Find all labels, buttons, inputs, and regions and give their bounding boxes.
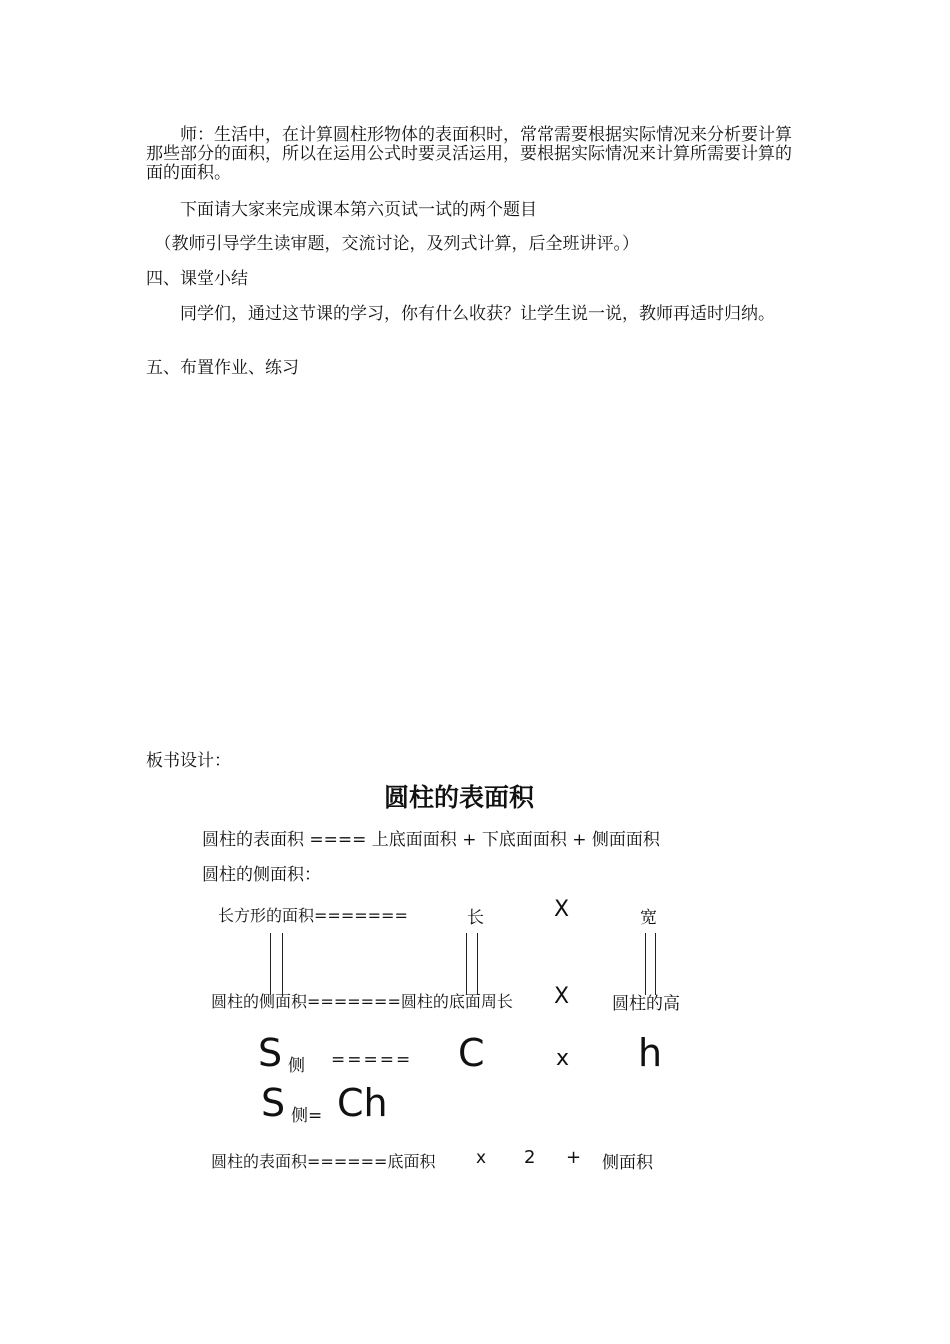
paragraph-summary: 同学们，通过这节课的学习，你有什么收获？让学生说一说，教师再适时归纳。 (146, 304, 775, 324)
side-area-term: 侧面积 (602, 1153, 653, 1173)
paragraph-guidance: （教师引导学生读审题，交流讨论，及列式计算，后全班讲评。） (146, 234, 639, 254)
total-area-text: 圆柱的表面积======底面积 (211, 1152, 436, 1171)
plus-sign: + (566, 1147, 582, 1168)
symbol-ch: Ch (337, 1081, 388, 1125)
symbol-h: h (638, 1031, 663, 1075)
side-area-label: 圆柱的侧面积： (202, 865, 321, 885)
symbol-s: S (261, 1081, 286, 1125)
heading-homework: 五、布置作业、练习 (146, 358, 299, 378)
subscript-side-equals: 侧= (291, 1106, 323, 1126)
surface-area-formula: 圆柱的表面积 ==== 上底面面积 + 下底面面积 + 侧面面积 (202, 830, 660, 850)
board-title: 圆柱的表面积 (383, 783, 534, 812)
multiply-sign-1: X (554, 897, 570, 922)
connector-line (270, 933, 271, 995)
multiply-sign-3: x (556, 1046, 570, 1071)
connector-line (282, 933, 283, 995)
length-text: 长 (467, 908, 484, 928)
cylinder-side-area-text: 圆柱的侧面积=======圆柱的底面周长 (211, 992, 513, 1011)
subscript-side: 侧 (288, 1056, 305, 1076)
symbol-c: C (458, 1031, 485, 1075)
multiply-sign-4: x (476, 1148, 487, 1168)
multiply-sign-2: X (554, 984, 570, 1009)
cylinder-height-text: 圆柱的高 (612, 994, 680, 1014)
symbol-s: S (258, 1031, 283, 1075)
heading-summary: 四、课堂小结 (146, 269, 248, 289)
paragraph-exercise: 下面请大家来完成课本第六页试一试的两个题目 (146, 200, 537, 220)
width-text: 宽 (640, 908, 657, 928)
equals-sign: ===== (331, 1050, 413, 1070)
rectangle-area-text: 长方形的面积======= (218, 906, 408, 925)
connector-line (466, 933, 467, 995)
connector-line (655, 933, 656, 995)
paragraph-teacher: 师：生活中，在计算圆柱形物体的表面积时，常常需要根据实际情况来分析要计算那些部分的面积，所以在运用公式时要灵活运用，要根据实际情况来计算所需要计算的面的面积。 (146, 125, 792, 183)
number-two: 2 (524, 1147, 536, 1168)
connector-line (645, 933, 646, 995)
board-design-label: 板书设计： (146, 751, 231, 771)
connector-line (477, 933, 478, 995)
